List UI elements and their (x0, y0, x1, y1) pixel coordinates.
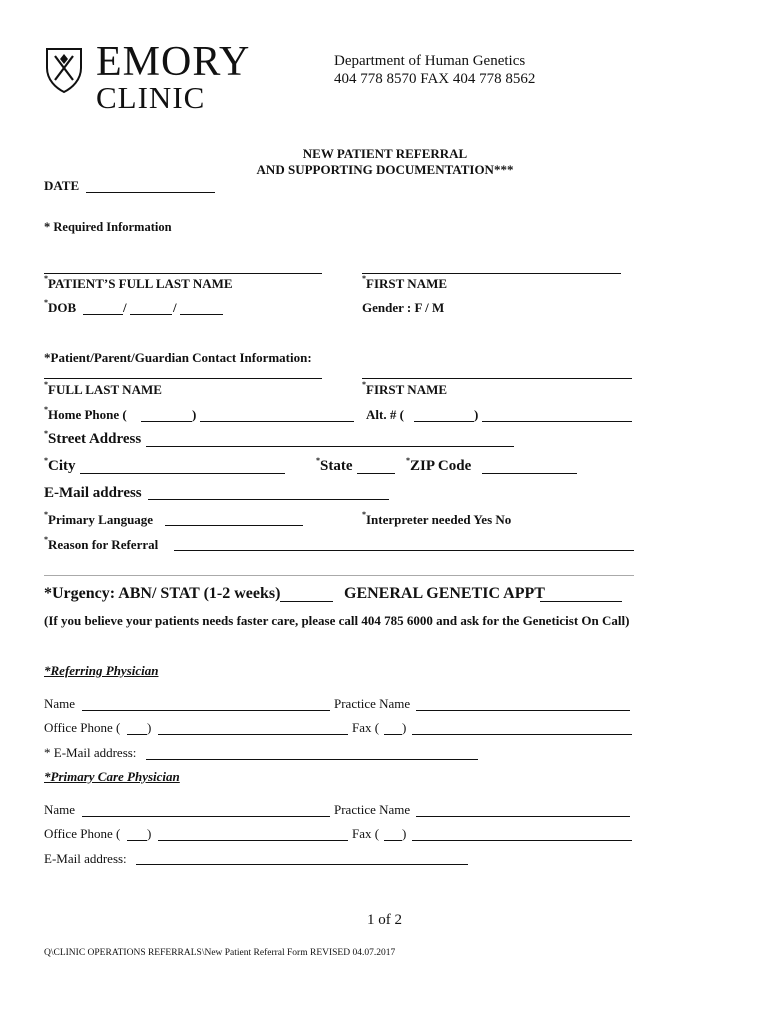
primary-email-field[interactable] (136, 864, 468, 865)
street-field[interactable] (146, 446, 514, 447)
referring-physician-heading: *Referring Physician (44, 663, 159, 678)
paren: ) (474, 407, 479, 422)
referring-fax-label: Fax ( (352, 720, 380, 735)
logo-clinic: CLINIC (96, 80, 206, 115)
home-phone-area-field[interactable] (141, 421, 192, 422)
zip-label: *ZIP Code (406, 456, 472, 474)
paren: ) (147, 826, 152, 841)
logo-emory: EMORY (96, 39, 251, 85)
form-title-line2: AND SUPPORTING DOCUMENTATION*** (256, 162, 514, 177)
referring-email-label: * E-Mail address: (44, 745, 137, 760)
contact-heading: *Patient/Parent/Guardian Contact Information: (44, 350, 312, 365)
primary-office-area-field[interactable] (127, 840, 147, 841)
urgency-field[interactable] (280, 601, 333, 602)
patient-last-name-label: *PATIENT’S FULL LAST NAME (44, 274, 233, 291)
contact-last-name-label: *FULL LAST NAME (44, 380, 162, 397)
page-number: 1 of 2 (367, 912, 402, 928)
dob-month-field[interactable] (83, 314, 123, 315)
city-label: *City (44, 456, 76, 474)
primary-fax-label: Fax ( (352, 826, 380, 841)
city-field[interactable] (80, 473, 285, 474)
urgency-note: (If you believe your patients needs faster care, please call 404 785 6000 and ask for the Geneticist On Call) (44, 613, 630, 628)
primary-name-field[interactable] (82, 816, 330, 817)
footer-path: Q\CLINIC OPERATIONS REFERRALS\New Patient Referral Form REVISED 04.07.2017 (44, 948, 396, 958)
referring-fax-field[interactable] (412, 734, 632, 735)
reason-label: *Reason for Referral (44, 535, 159, 552)
state-label: *State (316, 456, 353, 474)
primary-fax-field[interactable] (412, 840, 632, 841)
paren: ) (402, 826, 407, 841)
dob-year-field[interactable] (180, 314, 223, 315)
referring-name-label: Name (44, 696, 76, 711)
home-phone-label: *Home Phone ( (44, 405, 127, 422)
primary-office-phone-field[interactable] (158, 840, 348, 841)
home-phone-field[interactable] (200, 421, 354, 422)
email-label: E-Mail address (44, 485, 142, 501)
dob-day-field[interactable] (130, 314, 172, 315)
required-note: * Required Information (44, 220, 172, 234)
alt-phone-label: Alt. # ( (366, 407, 404, 422)
primary-office-phone-label: Office Phone ( (44, 826, 121, 841)
department-name: Department of Human Genetics (334, 53, 526, 69)
urgency-label: *Urgency: ABN/ STAT (1-2 weeks) (44, 585, 281, 602)
reason-field[interactable] (174, 550, 634, 551)
paren: ) (402, 720, 407, 735)
language-label: *Primary Language (44, 510, 154, 527)
paren: ) (147, 720, 152, 735)
contact-first-name-label: *FIRST NAME (362, 380, 448, 397)
referring-fax-area-field[interactable] (384, 734, 402, 735)
contact-first-name-field[interactable] (362, 378, 632, 379)
referring-office-phone-field[interactable] (158, 734, 348, 735)
contact-last-name-field[interactable] (44, 378, 322, 379)
state-field[interactable] (357, 473, 395, 474)
primary-fax-area-field[interactable] (384, 840, 402, 841)
form-title-line1: NEW PATIENT REFERRAL (302, 146, 468, 161)
general-appt-label: GENERAL GENETIC APPT (344, 585, 545, 602)
alt-phone-field[interactable] (482, 421, 632, 422)
patient-first-name-field[interactable] (362, 273, 621, 274)
primary-care-heading: *Primary Care Physician (44, 769, 180, 784)
alt-phone-area-field[interactable] (414, 421, 474, 422)
referring-name-field[interactable] (82, 710, 330, 711)
primary-email-label: E-Mail address: (44, 851, 127, 866)
date-label: DATE (44, 178, 80, 193)
referring-office-phone-label: Office Phone ( (44, 720, 121, 735)
dob-separator: / (123, 300, 127, 315)
referring-practice-field[interactable] (416, 710, 630, 711)
interpreter-label: *Interpreter needed Yes No (362, 510, 512, 527)
emory-shield-logo (44, 46, 84, 94)
referring-practice-label: Practice Name (334, 696, 411, 711)
referring-office-area-field[interactable] (127, 734, 147, 735)
department-phones: 404 778 8570 FAX 404 778 8562 (334, 71, 536, 87)
general-appt-field[interactable] (540, 601, 622, 602)
dob-separator: / (173, 300, 177, 315)
street-label: *Street Address (44, 429, 142, 447)
email-field[interactable] (148, 499, 389, 500)
primary-practice-field[interactable] (416, 816, 630, 817)
referring-email-field[interactable] (146, 759, 478, 760)
patient-last-name-field[interactable] (44, 273, 322, 274)
gender-label: Gender : F / M (362, 300, 445, 315)
paren: ) (192, 407, 197, 422)
dob-label: *DOB (44, 298, 77, 315)
reason-field-line2[interactable] (44, 575, 634, 576)
patient-first-name-label: *FIRST NAME (362, 274, 448, 291)
language-field[interactable] (165, 525, 303, 526)
zip-field[interactable] (482, 473, 577, 474)
primary-name-label: Name (44, 802, 76, 817)
date-field[interactable] (86, 192, 215, 193)
primary-practice-label: Practice Name (334, 802, 411, 817)
